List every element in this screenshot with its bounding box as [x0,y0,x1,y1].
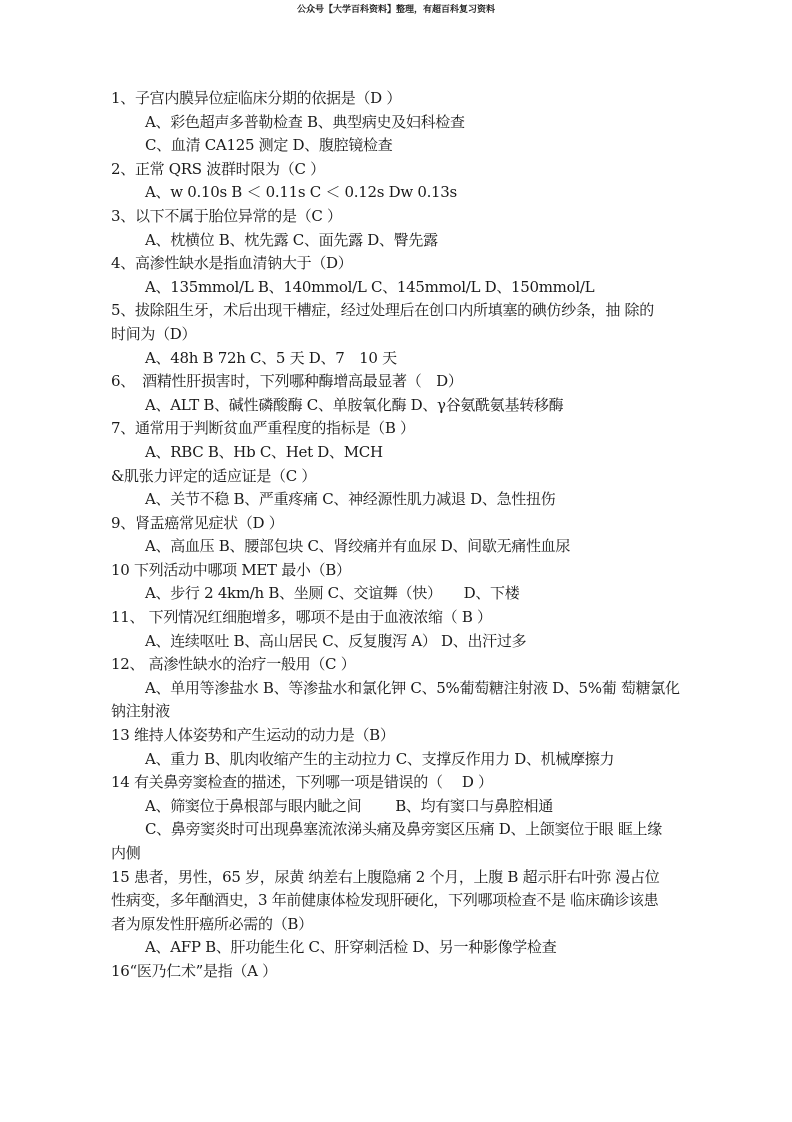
question-line: 7、通常用于判断贫血严重程度的指标是（B ） [111,419,415,438]
question-line: &肌张力评定的适应证是（C ） [111,466,317,485]
question-line: 15 患者，男性，65 岁，尿黄 纳差右上腹隐痛 2 个月，上腹 B 超示肝右叶弥 漫占位 [111,867,660,886]
question-line: 1、子宫内膜异位症临床分期的依据是（D ） [111,89,402,107]
document-body [111,87,681,984]
question-line: 13 维持人体姿势和产生运动的动力是（B） [111,726,395,745]
question-line: 时间为（D） [111,324,197,343]
question-line: 者为原发性肝癌所必需的（B） [111,914,313,933]
option-line: A、筛窦位于鼻根部与眼内眦之间 B、均有窦口与鼻腔相通 [145,796,553,815]
question-line: 12、 高渗性缺水的治疗一般用（C ） [111,655,356,674]
option-line: A、48h B 72h C、5 天 D、7 10 天 [145,348,397,367]
option-line: A、AFP B、肝功能生化 C、肝穿刺活检 D、另一种影像学检查 [145,938,557,957]
option-line: A、高血压 B、腰部包块 C、肾绞痛并有血尿 D、间歇无痛性血尿 [145,537,571,556]
option-line: A、单用等渗盐水 B、等渗盐水和氯化钾 C、5%葡萄糖注射液 D、5%葡 萄糖氯化 [145,678,680,697]
question-line: 内侧 [111,844,141,862]
question-line: 5、拔除阻生牙，术后出现干槽症，经过处理后在创口内所填塞的碘仿纱条，抽 除的 [111,301,654,320]
option-line: A、关节不稳 B、严重疼痛 C、神经源性肌力减退 D、急性扭伤 [145,490,556,509]
question-line: 9、肾盂癌常见症状（D ） [111,513,284,532]
option-line: A、步行 2 4km/h B、坐厕 C、交谊舞（快） D、下楼 [145,584,520,603]
option-line: A、重力 B、肌肉收缩产生的主动拉力 C、支撑反作用力 D、机械摩擦力 [145,749,615,768]
option-line: A、枕横位 B、枕先露 C、面先露 D、臀先露 [145,230,438,249]
question-line: 16“医乃仁术”是指（A ） [111,961,277,980]
question-line: 4、高渗性缺水是指血清钠大于（D） [111,254,353,273]
question-line: 3、以下不属于胎位异常的是（C ） [111,206,342,225]
option-line: A、连续呕吐 B、高山居民 C、反复腹泻 A） D、出汗过多 [145,631,527,650]
option-line: C、血清 CA125 测定 D、腹腔镜检查 [145,136,393,155]
option-line: A、ALT B、碱性磷酸酶 C、单胺氧化酶 D、γ谷氨酰氨基转移酶 [145,395,564,414]
question-line: 性病变，多年酗酒史，3 年前健康体检发现肝硬化，下列哪项检查不是 临床确诊该患 [111,891,659,910]
question-line: 10 下列活动中哪项 MET 最小（B） [111,560,351,579]
option-line: C、鼻旁窦炎时可出现鼻塞流浓涕头痛及鼻旁窦区压痛 D、上颌窦位于眼 眶上缘 [145,820,662,839]
question-line: 钠注射液 [111,702,170,721]
question-line: 2、正常 QRS 波群时限为（C ） [111,159,325,178]
option-line: A、彩色超声多普勒检查 B、典型病史及妇科检查 [145,112,465,131]
question-line: 14 有关鼻旁窦检查的描述，下列哪一项是错误的（ D ） [111,773,493,792]
page-header: 公众号【大学百科资料】整理，有超百科复习资料 [296,5,495,15]
question-line: 6、 酒精性肝损害时，下列哪种酶增高最显著（ D） [111,372,463,391]
option-line: A、135mmol/L B、140mmol/L C、145mmol/L D、150mmol/L [145,277,595,296]
option-line: A、RBC B、Hb C、Het D、MCH [145,442,383,461]
question-line: 11、 下列情况红细胞增多，哪项不是由于血液浓缩（ B ） [111,608,492,627]
option-line: A、w 0.10s B ＜ 0.11s C ＜ 0.12s Dw 0.13s [145,183,457,202]
